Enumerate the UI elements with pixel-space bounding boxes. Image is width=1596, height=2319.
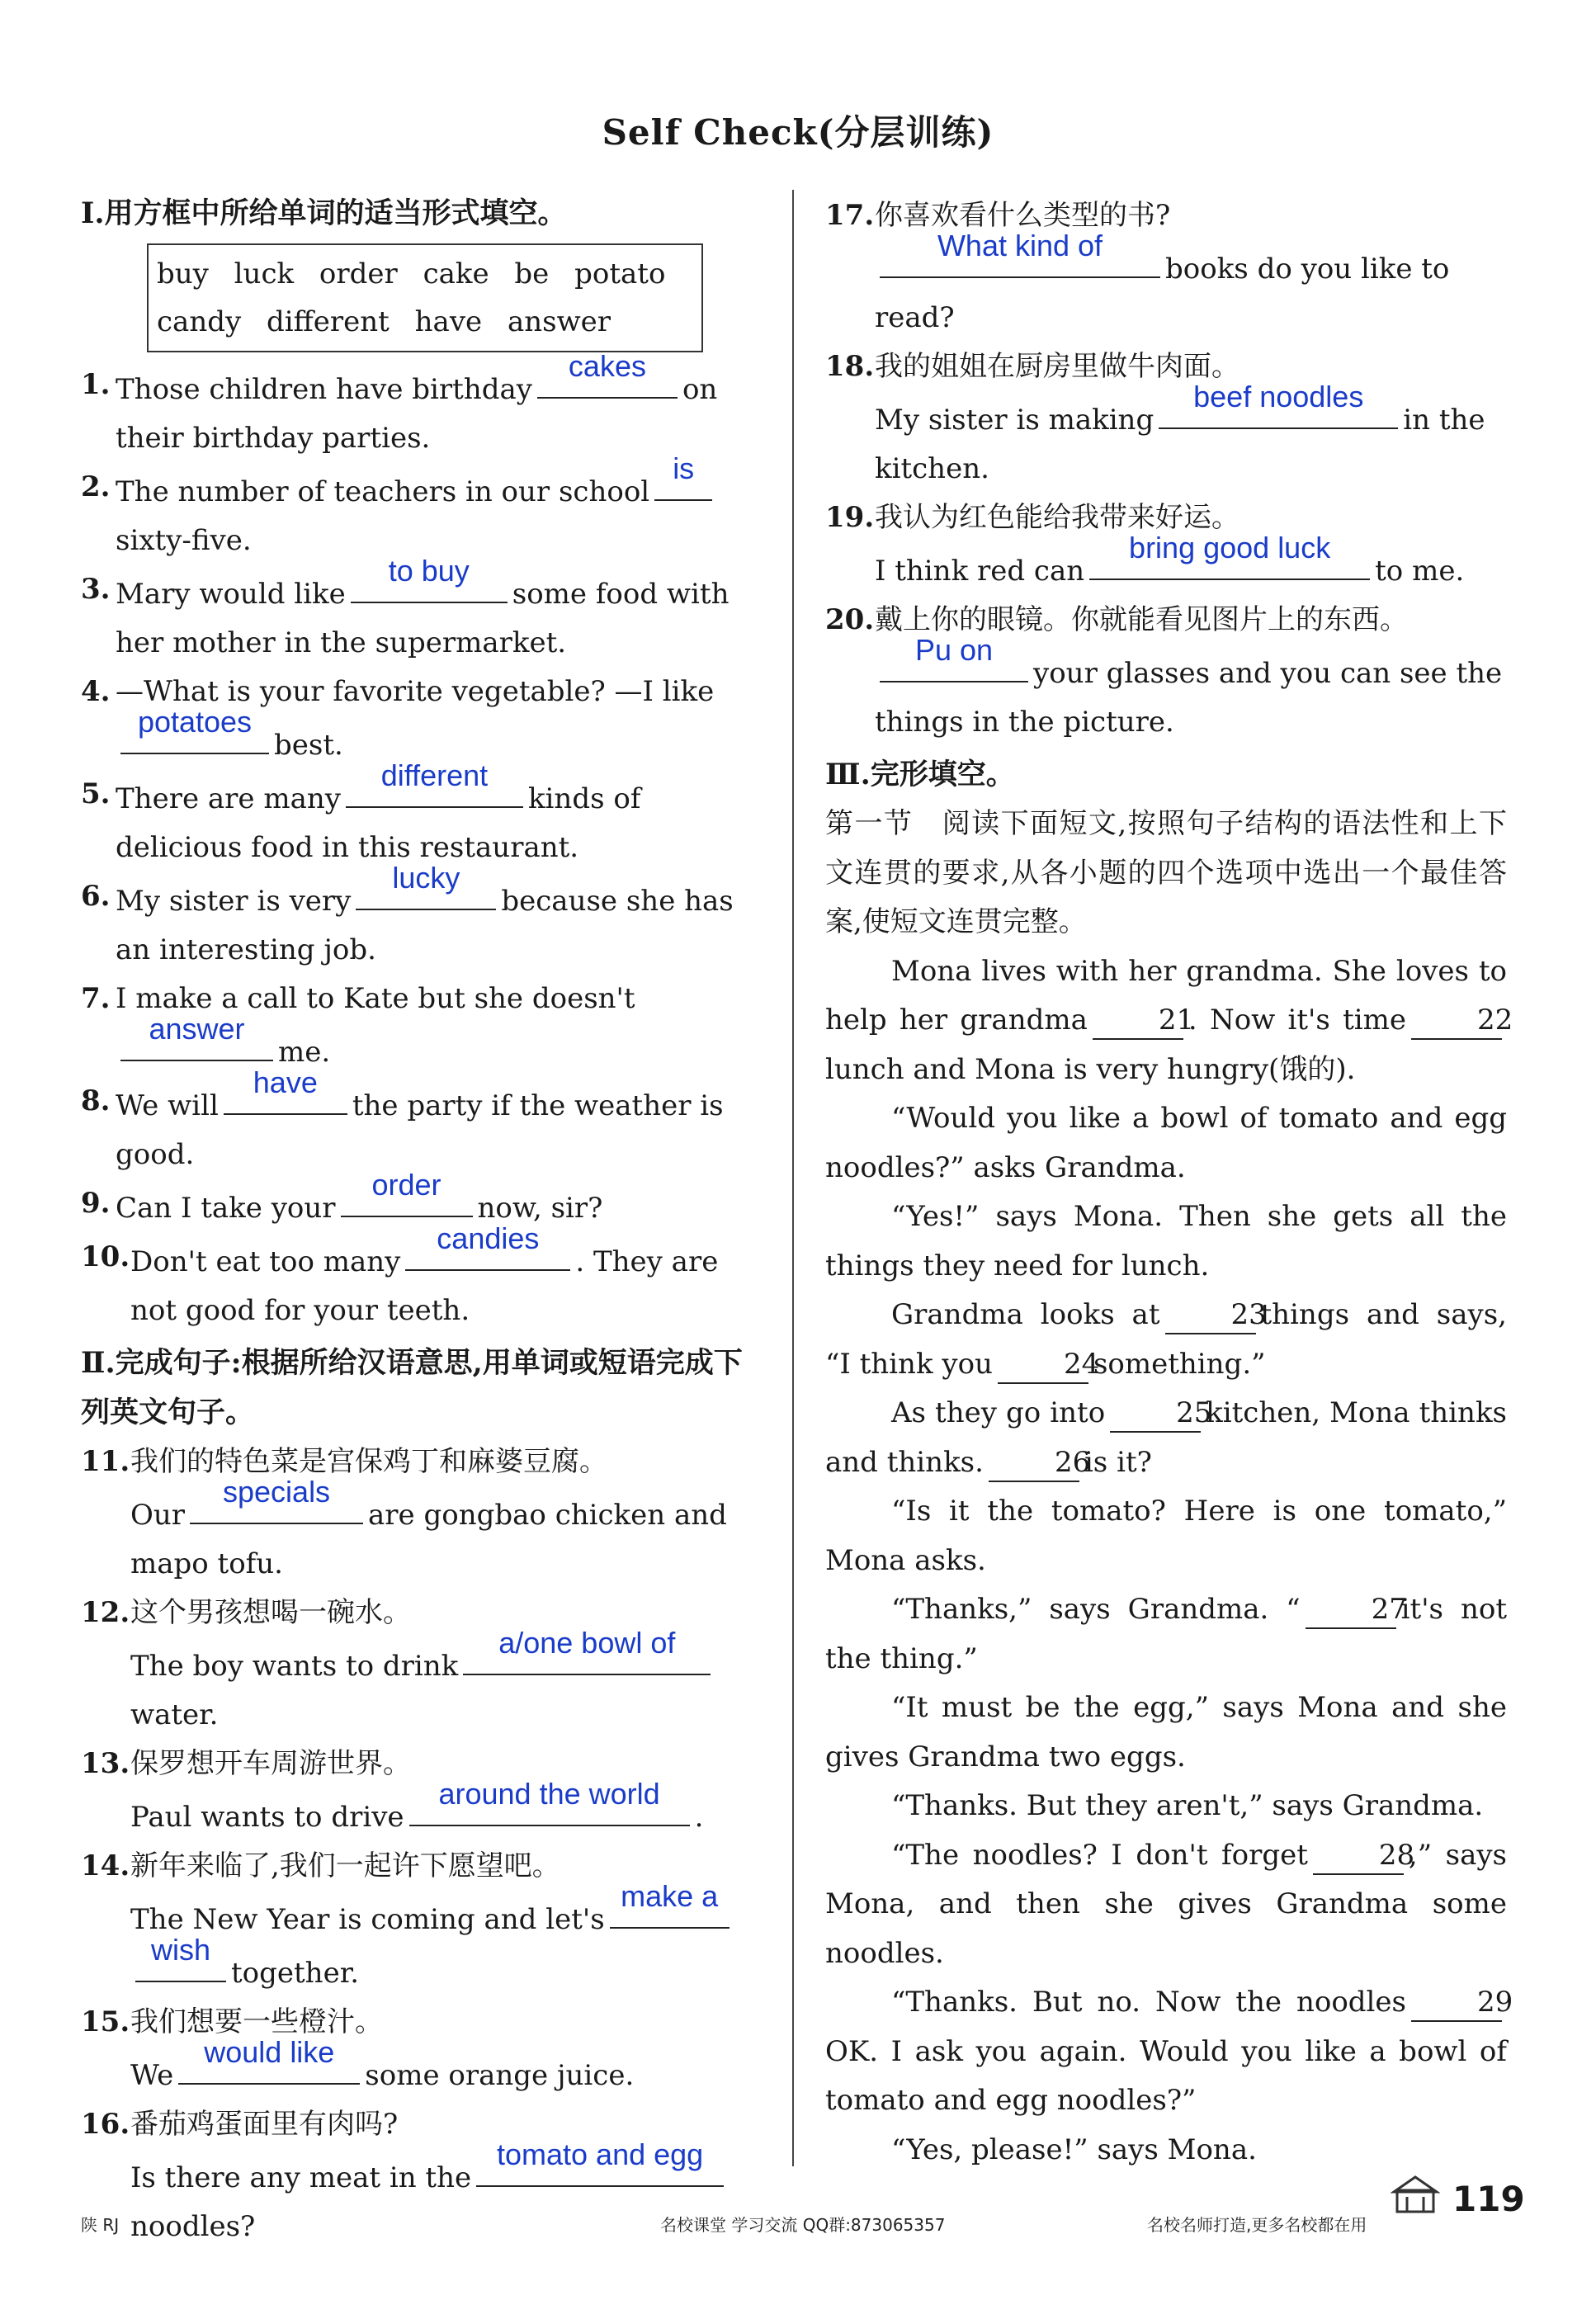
answer-text: answer — [149, 1012, 245, 1046]
answer-text: wish — [150, 1933, 211, 1967]
question-text: the party if the weather is good. — [116, 1089, 724, 1171]
answer-text: bring good luck — [1129, 531, 1331, 564]
question-text: We — [130, 2059, 174, 2092]
question-16 — [81, 2100, 759, 2251]
question-number: 2. — [81, 470, 111, 503]
question-text: are gongbao chicken and mapo tofu. — [130, 1499, 727, 1580]
question-text: Don't eat too many — [130, 1245, 401, 1278]
chinese-prompt: 保罗想开车周游世界。 — [130, 1747, 411, 1780]
footer-group-info: 名校课堂 学习交流 QQ群:873065357 — [660, 2215, 946, 2235]
cloze-blank-23[interactable]: 23 — [1165, 1296, 1256, 1334]
passage-text: OK. I ask you again. Would you like a bowl of tomato and egg noodles?” — [825, 2034, 1507, 2117]
question-text: noodles? — [130, 2210, 256, 2243]
question-number: 3. — [81, 573, 111, 606]
question-17 — [825, 191, 1507, 342]
section-2-heading: Ⅱ.完成句子:根据所给汉语意思,用单词或短语完成下列英文句子。 — [81, 1346, 743, 1429]
answer-text: candies — [437, 1221, 540, 1255]
answer-blank[interactable] — [880, 633, 1028, 682]
left-column — [81, 186, 759, 2251]
question-number: 14. — [81, 1849, 130, 1882]
question-text: . They are not good for your teeth. — [130, 1245, 719, 1327]
answer-text: to buy — [388, 554, 470, 588]
question-number: 4. — [81, 675, 111, 708]
chinese-prompt: 我的姐姐在厨房里做牛肉面。 — [875, 350, 1239, 383]
word-box-row-2: candy different have answer — [157, 305, 611, 338]
question-text: some food with her mother in the supermarket. — [116, 578, 730, 659]
cloze-paragraph-8: “It must be the egg,” says Mona and she gives Grandma two eggs. — [825, 1691, 1507, 1773]
question-number: 15. — [81, 2005, 130, 2038]
answer-blank[interactable] — [409, 1777, 690, 1826]
question-number: 10. — [81, 1240, 130, 1273]
answer-text: would like — [204, 2035, 335, 2069]
answer-text: have — [253, 1065, 318, 1099]
question-number: 17. — [825, 199, 875, 232]
question-text: . — [694, 1801, 704, 1834]
right-column — [825, 191, 1513, 2175]
passage-text: “The noodles? I don't forget — [891, 1838, 1308, 1872]
question-text: some orange juice. — [365, 2059, 635, 2092]
question-text: your glasses and you can see the things in the picture. — [875, 657, 1503, 739]
question-15 — [81, 1998, 759, 2100]
cloze-paragraph-11 — [825, 1978, 1513, 2126]
passage-text: Grandma looks at — [891, 1298, 1160, 1331]
chinese-prompt: 番茄鸡蛋面里有肉吗? — [130, 2108, 399, 2141]
cloze-blank-28[interactable]: 28 — [1313, 1837, 1404, 1875]
passage-text: it's not the thing.” — [825, 1593, 1507, 1675]
answer-blank[interactable] — [351, 554, 508, 603]
answer-text: beef noodles — [1193, 380, 1364, 413]
answer-blank[interactable] — [610, 1879, 730, 1929]
cloze-blank-25[interactable]: 25 — [1110, 1395, 1201, 1433]
question-text: to me. — [1375, 555, 1465, 588]
passage-text: lunch and Mona is very hungry(饿的). — [825, 1052, 1356, 1086]
question-text: —What is your favorite vegetable? —I like — [116, 675, 715, 708]
cloze-paragraph-10 — [825, 1831, 1507, 1979]
question-text: I make a call to Kate but she doesn't — [116, 982, 635, 1015]
answer-text: specials — [223, 1475, 331, 1509]
answer-text: What kind of — [937, 229, 1103, 262]
cloze-blank-26[interactable]: 26 — [989, 1444, 1079, 1482]
answer-blank[interactable] — [190, 1475, 363, 1524]
answer-blank[interactable] — [537, 349, 678, 399]
question-18 — [825, 342, 1507, 494]
question-number: 20. — [825, 603, 875, 636]
answer-text: Pu on — [914, 633, 994, 667]
answer-blank[interactable] — [654, 451, 712, 501]
chinese-prompt: 戴上你的眼镜。你就能看见图片上的东西。 — [875, 603, 1408, 636]
question-text: I think red can — [875, 555, 1085, 588]
page-title: Self Check(分层训练) — [602, 112, 994, 153]
question-text: together. — [231, 1957, 360, 1990]
question-text: The New Year is coming and let's — [130, 1903, 605, 1936]
question-text: Is there any meat in the — [130, 2161, 472, 2194]
cloze-blank-21[interactable]: 21 — [1093, 1002, 1183, 1040]
answer-text: lucky — [392, 861, 460, 895]
section-3-heading: Ⅲ.完形填空。 — [825, 758, 1015, 791]
question-text: books do you like to read? — [875, 253, 1450, 334]
answer-blank[interactable] — [880, 229, 1160, 278]
question-12 — [81, 1589, 759, 1740]
cloze-blank-22[interactable]: 22 — [1411, 1002, 1502, 1040]
cloze-paragraph-6: “Is it the tomato? Here is one tomato,” Mona asks. — [825, 1495, 1507, 1577]
question-text: We will — [116, 1089, 219, 1122]
passage-text: As they go into — [891, 1396, 1106, 1429]
question-text: My sister is making — [875, 404, 1155, 437]
cloze-paragraph-9: “Thanks. But they aren't,” says Grandma. — [891, 1789, 1484, 1822]
passage-text: kitchen, Mona thinks and thinks. — [825, 1396, 1508, 1479]
question-text: best. — [274, 729, 343, 762]
cloze-blank-27[interactable]: 27 — [1306, 1591, 1396, 1629]
cloze-paragraph-12: “Yes, please!” says Mona. — [891, 2132, 1257, 2166]
answer-blank[interactable] — [356, 861, 496, 910]
page-number: 119 — [1452, 2179, 1525, 2219]
cloze-blank-24[interactable]: 24 — [998, 1346, 1088, 1384]
question-7 — [81, 975, 759, 1077]
question-14 — [81, 1842, 759, 1998]
cloze-paragraph-3: “Yes!” says Mona. Then she gets all the things they need for lunch. — [825, 1200, 1507, 1282]
question-number: 5. — [81, 777, 111, 810]
answer-blank[interactable] — [405, 1221, 570, 1271]
question-13 — [81, 1740, 759, 1842]
cloze-paragraph-5 — [825, 1389, 1507, 1487]
answer-blank[interactable] — [463, 1626, 711, 1675]
question-text: because she has an interesting job. — [116, 885, 734, 966]
question-number: 1. — [81, 368, 111, 401]
question-6 — [81, 861, 759, 975]
answer-blank[interactable] — [341, 1168, 473, 1217]
question-number: 11. — [81, 1445, 130, 1478]
question-10 — [81, 1221, 759, 1335]
chinese-prompt: 新年来临了,我们一起许下愿望吧。 — [130, 1849, 560, 1882]
passage-text: ,” says Mona, and then she gives Grandma some noodles. — [825, 1838, 1508, 1970]
question-20 — [825, 596, 1507, 747]
cloze-paragraph-4 — [825, 1291, 1507, 1389]
passage-text: Mona lives with her grandma. She loves to help her grandma — [825, 954, 1507, 1037]
answer-blank[interactable] — [120, 705, 269, 754]
question-number: 13. — [81, 1747, 130, 1780]
question-text: on their birthday parties. — [116, 373, 718, 455]
question-text: Paul wants to drive — [130, 1801, 404, 1834]
cloze-paragraph-1 — [825, 947, 1513, 1095]
passage-text: is it? — [1084, 1445, 1152, 1479]
question-text: kinds of delicious food in this restaurant. — [116, 782, 641, 864]
answer-text: make a — [621, 1879, 719, 1913]
question-number: 6. — [81, 880, 111, 913]
chinese-prompt: 我们想要一些橙汁。 — [130, 2005, 383, 2038]
passage-text: “Thanks,” says Grandma. “ — [891, 1593, 1301, 1626]
word-box-row-1: buy luck order cake be potato — [157, 257, 666, 290]
word-box — [147, 243, 703, 352]
passage-text: something.” — [1093, 1347, 1266, 1381]
chinese-prompt: 我认为红色能给我带来好运。 — [875, 501, 1239, 534]
answer-blank[interactable] — [1089, 531, 1370, 580]
question-11 — [81, 1438, 759, 1589]
question-text: water. — [130, 1698, 219, 1731]
question-number: 9. — [81, 1187, 111, 1220]
answer-text: potatoes — [137, 705, 253, 739]
cloze-blank-29[interactable]: 29 — [1411, 1984, 1502, 2022]
answer-text: cakes — [568, 349, 646, 383]
answer-blank[interactable] — [476, 2137, 724, 2187]
answer-text: tomato and egg — [497, 2137, 704, 2171]
question-text: now, sir? — [477, 1192, 603, 1225]
question-3 — [81, 554, 759, 668]
answer-blank[interactable] — [1159, 380, 1398, 429]
answer-blank[interactable] — [224, 1065, 347, 1115]
cloze-paragraph-7 — [825, 1585, 1507, 1684]
question-text: sixty-five. — [116, 524, 252, 557]
answer-text: a/one bowl of — [498, 1626, 676, 1660]
footer-edition: 陕 RJ — [81, 2215, 120, 2235]
question-text: Mary would like — [116, 578, 346, 611]
cloze-instruction: 第一节 阅读下面短文,按照句子结构的语法性和上下文连贯的要求,从各小题的四个选项中选出一个最佳答案,使短文连贯完整。 — [825, 807, 1507, 938]
answer-text: is — [673, 451, 695, 485]
question-text: My sister is very — [116, 885, 352, 918]
chinese-prompt: 这个男孩想喝一碗水。 — [130, 1596, 411, 1629]
cloze-paragraph-2: “Would you like a bowl of tomato and egg noodles?” asks Grandma. — [825, 1102, 1507, 1184]
question-text: The number of teachers in our school — [116, 475, 650, 508]
question-text: Those children have birthday — [116, 373, 532, 406]
passage-text: “Thanks. But no. Now the noodles — [891, 1986, 1406, 2019]
question-number: 18. — [825, 350, 875, 383]
question-number: 16. — [81, 2108, 130, 2141]
chinese-prompt: 我们的特色菜是宫保鸡丁和麻婆豆腐。 — [130, 1445, 607, 1478]
question-text: Our — [130, 1499, 186, 1532]
answer-text: around the world — [438, 1777, 660, 1811]
answer-blank-continued[interactable] — [135, 1933, 226, 1982]
question-number: 12. — [81, 1596, 130, 1629]
footer-slogan: 名校名师打造,更多名校都在用 — [1147, 2215, 1367, 2235]
question-text: in the kitchen. — [875, 404, 1485, 485]
answer-text: order — [371, 1168, 441, 1202]
question-text: me. — [278, 1036, 331, 1069]
answer-text: different — [380, 758, 489, 792]
chinese-prompt: 你喜欢看什么类型的书? — [875, 199, 1171, 232]
answer-blank[interactable] — [346, 758, 523, 808]
question-19 — [825, 494, 1507, 596]
question-number: 19. — [825, 501, 875, 534]
passage-text: . Now it's time — [1188, 1004, 1406, 1037]
column-divider — [792, 190, 794, 2166]
publisher-logo-icon — [1391, 2172, 1440, 2222]
question-text: There are many — [116, 782, 341, 815]
answer-blank[interactable] — [120, 1012, 273, 1061]
section-1-heading: Ⅰ.用方框中所给单词的适当形式填空。 — [81, 196, 567, 230]
question-number: 8. — [81, 1084, 111, 1117]
question-text: Can I take your — [116, 1192, 336, 1225]
answer-blank[interactable] — [178, 2035, 360, 2085]
question-number: 7. — [81, 982, 111, 1015]
passage-text: things and says, “I think you — [825, 1298, 1507, 1381]
question-text: The boy wants to drink — [130, 1650, 459, 1683]
